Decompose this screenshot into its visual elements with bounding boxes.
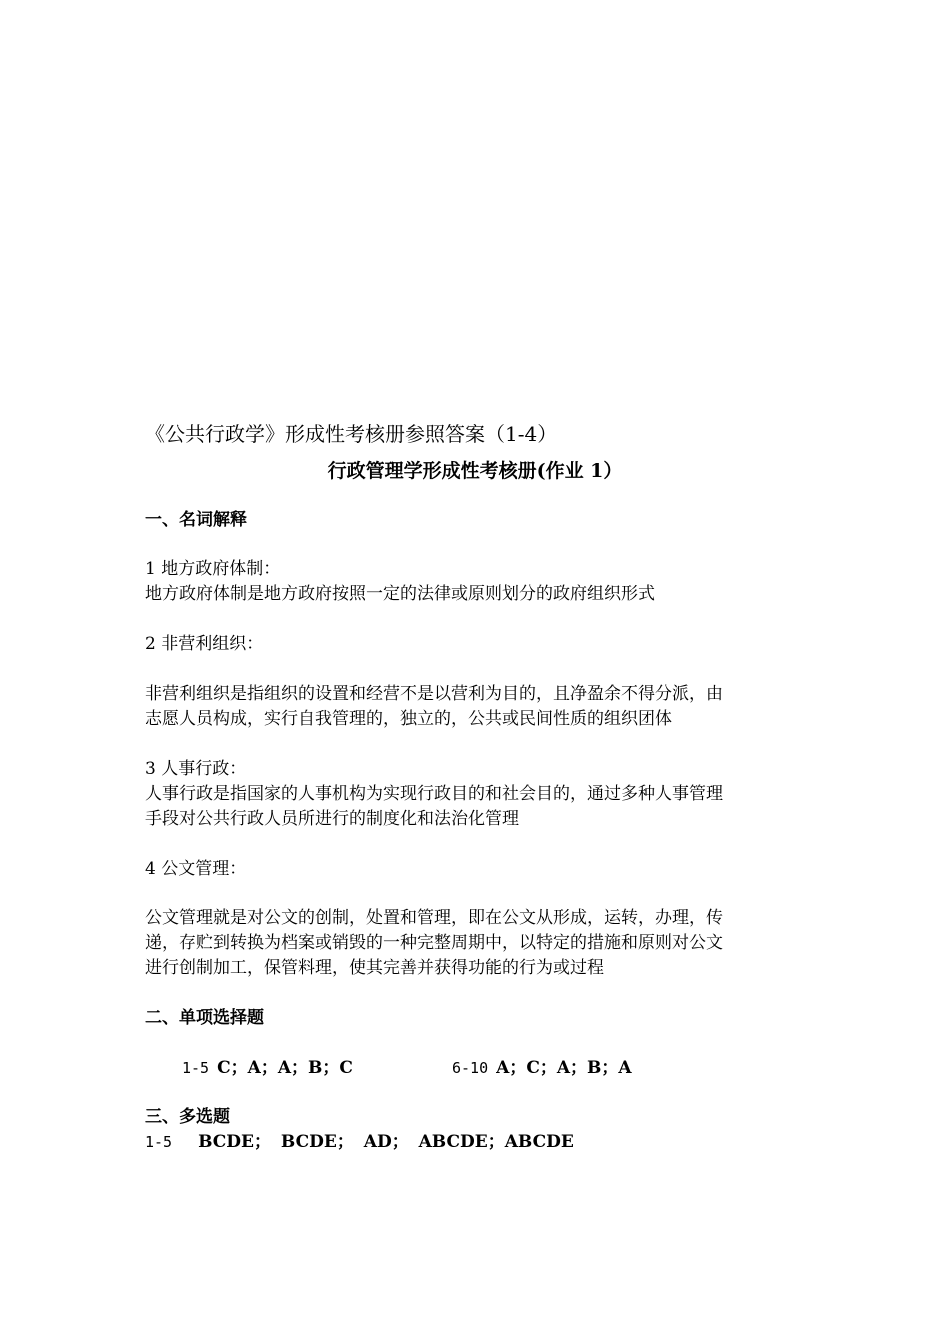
answer-values: C；A；A；B；C xyxy=(217,1058,353,1078)
term-definition-line: 公文管理就是对公文的创制，处置和管理，即在公文从形成，运转，办理，传 xyxy=(145,908,723,928)
assignment-subtitle: 行政管理学形成性考核册(作业 1） xyxy=(327,460,623,482)
term-label: 2 非营利组织： xyxy=(145,634,264,654)
term-definition-line: 进行创制加工，保管料理，使其完善并获得功能的行为或过程 xyxy=(145,958,604,978)
section-heading-single-choice: 二、单项选择题 xyxy=(145,1008,264,1028)
answer-values: BCDE； BCDE； AD； ABCDE；ABCDE xyxy=(198,1132,574,1152)
term-label: 1 地方政府体制： xyxy=(145,559,281,579)
section-heading-multiple-choice: 三、多选题 xyxy=(145,1107,230,1127)
document-title: 《公共行政学》形成性考核册参照答案（1-4） xyxy=(145,422,558,446)
answer-range: 1-5 xyxy=(182,1059,210,1077)
section-heading-terms: 一、名词解释 xyxy=(145,510,247,530)
term-definition-line: 递，存贮到转换为档案或销毁的一种完整周期中，以特定的措施和原则对公文 xyxy=(145,933,723,953)
term-label: 4 公文管理： xyxy=(145,859,247,879)
term-definition-line: 人事行政是指国家的人事机构为实现行政目的和社会目的，通过多种人事管理 xyxy=(145,784,723,804)
answer-range: 1-5 xyxy=(145,1133,173,1151)
term-definition-line: 地方政府体制是地方政府按照一定的法律或原则划分的政府组织形式 xyxy=(145,584,655,604)
answer-values: A；C；A；B；A xyxy=(496,1058,632,1078)
term-definition-line: 手段对公共行政人员所进行的制度化和法治化管理 xyxy=(145,809,519,829)
term-label: 3 人事行政： xyxy=(145,759,247,779)
single-choice-answers-1-5 xyxy=(182,1056,353,1080)
answer-range: 6-10 xyxy=(452,1059,489,1077)
multiple-choice-answers xyxy=(145,1130,574,1154)
single-choice-answers-6-10 xyxy=(452,1056,632,1080)
term-definition-line: 非营利组织是指组织的设置和经营不是以营利为目的，且净盈余不得分派，由 xyxy=(145,684,723,704)
term-definition-line: 志愿人员构成，实行自我管理的，独立的，公共或民间性质的组织团体 xyxy=(145,709,672,729)
